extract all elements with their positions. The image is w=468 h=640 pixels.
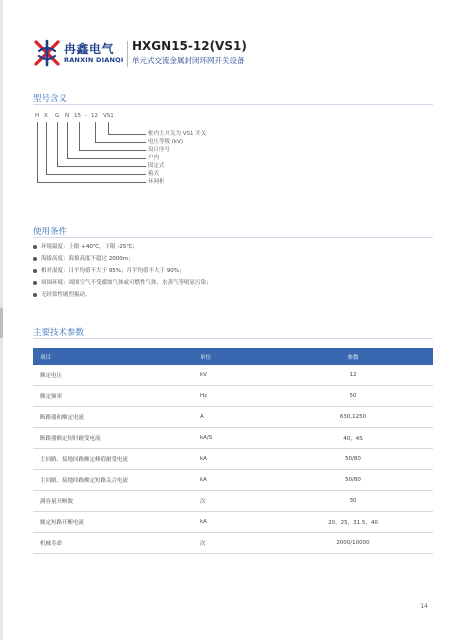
cell-item: 主回路、接地回路额定峰值耐受电流 — [33, 449, 193, 470]
cell-value: 630,1250 — [273, 407, 433, 428]
tree-line-v — [57, 122, 58, 166]
section-title-model-meaning: 型号含义 — [33, 94, 68, 104]
header-item: 项目 — [33, 348, 193, 365]
cell-unit: Hz — [193, 386, 273, 407]
cell-unit: kV — [193, 365, 273, 386]
section-rule — [33, 237, 433, 238]
bullet-icon — [33, 257, 37, 261]
table-row — [33, 428, 433, 449]
product-subtitle: 单元式交流金属封闭环网开关设备 — [132, 56, 245, 65]
header-value: 参数 — [273, 348, 433, 365]
code-separator: - — [85, 113, 87, 119]
condition-text: 相对湿度：日平均值不大于 95%；月平均值不大于 90%； — [41, 268, 185, 274]
tree-line-v — [108, 122, 109, 134]
model-label-ring: 环网柜 — [148, 179, 165, 185]
condition-text: 周围环境：周围空气不受腐蚀气体或可燃性气体、水蒸气等明显污染； — [41, 280, 212, 286]
tree-line-h — [108, 134, 146, 135]
table-row — [33, 470, 433, 491]
condition-text: 海拔高度：海拔高度不超过 2000m； — [41, 256, 134, 262]
table-row — [33, 386, 433, 407]
bullet-icon — [33, 293, 37, 297]
cell-item: 机械寿命 — [33, 533, 193, 554]
header-divider — [127, 41, 128, 67]
cell-value: 50 — [273, 386, 433, 407]
cell-value: 50/80 — [273, 449, 433, 470]
tree-line-h — [95, 142, 146, 143]
page-number: 14 — [420, 603, 428, 610]
table-row — [33, 533, 433, 554]
cell-item: 主回路、接地回路额定短路关合电流 — [33, 470, 193, 491]
cell-item: 满容量开断数 — [33, 491, 193, 512]
cell-unit: 次 — [193, 533, 273, 554]
condition-item — [33, 254, 134, 262]
cell-unit: kA — [193, 470, 273, 491]
table-header-row — [33, 348, 433, 365]
section-rule — [33, 104, 433, 105]
cell-item: 额定电压 — [33, 365, 193, 386]
code-letter-h: H — [35, 113, 40, 119]
tree-line-v — [37, 122, 38, 182]
brand-name-cn: 冉鑫电气 — [64, 42, 115, 56]
cell-item: 断路器和额定电流 — [33, 407, 193, 428]
condition-item — [33, 290, 91, 298]
cell-value: 50/80 — [273, 470, 433, 491]
table-row — [33, 407, 433, 428]
bullet-icon — [33, 281, 37, 285]
code-letter-g: G — [55, 113, 60, 119]
code-letter-x: X — [44, 113, 48, 119]
model-label-box: 箱式 — [148, 171, 160, 177]
cell-unit: kA — [193, 512, 273, 533]
model-label-switch: 框内主开关为 VS1 开关 — [148, 131, 207, 137]
tree-line-h — [67, 158, 146, 159]
tree-line-v — [67, 122, 68, 158]
table-row — [33, 512, 433, 533]
section-title-conditions: 使用条件 — [33, 227, 68, 237]
tree-line-v — [46, 122, 47, 174]
cell-item: 额定短路开断电流 — [33, 512, 193, 533]
table-row — [33, 449, 433, 470]
code-letter-n: N — [65, 113, 70, 119]
ranxin-logo-icon — [32, 38, 62, 68]
condition-item — [33, 266, 184, 274]
cell-unit: kA/S — [193, 428, 273, 449]
tree-line-v — [95, 122, 96, 142]
bullet-icon — [33, 245, 37, 249]
page-edge-marker — [0, 308, 3, 338]
tree-line-h — [46, 174, 146, 175]
cell-value: 30 — [273, 491, 433, 512]
section-rule — [33, 338, 433, 339]
code-voltage: 12 — [91, 113, 98, 119]
code-design-number: 15 — [74, 113, 81, 119]
condition-item — [33, 242, 138, 250]
cell-unit: kA — [193, 449, 273, 470]
brand-name-en: RANXIN DIANQI — [64, 56, 124, 64]
condition-text: 无经常性剧烈振动。 — [41, 292, 91, 298]
model-label-design: 设计序号 — [148, 147, 171, 153]
cell-item: 断路器额定短时耐受电流 — [33, 428, 193, 449]
table-row — [33, 491, 433, 512]
model-label-voltage: 电压等级 (kV) — [148, 139, 183, 145]
tree-line-v — [79, 122, 80, 150]
table-row — [33, 365, 433, 386]
cell-unit: A — [193, 407, 273, 428]
condition-text: 环境温度：上限 +40℃，下限 -25℃； — [41, 244, 138, 250]
cell-value: 2000/10000 — [273, 533, 433, 554]
model-label-fixed: 固定式 — [148, 163, 165, 169]
section-title-specs: 主要技术参数 — [33, 328, 85, 338]
bullet-icon — [33, 269, 37, 273]
header-unit: 单位 — [193, 348, 273, 365]
product-model: HXGN15-12(VS1) — [132, 39, 247, 53]
cell-value: 12 — [273, 365, 433, 386]
condition-item — [33, 278, 212, 286]
tree-line-h — [37, 182, 146, 183]
cell-value: 20，25，31.5，40 — [273, 512, 433, 533]
tree-line-h — [57, 166, 146, 167]
cell-unit: 次 — [193, 491, 273, 512]
cell-item: 额定频率 — [33, 386, 193, 407]
code-switch-type: VS1 — [103, 113, 114, 119]
tree-line-h — [79, 150, 146, 151]
cell-value: 40，4S — [273, 428, 433, 449]
model-label-indoor: 户内 — [148, 155, 160, 161]
specs-table — [33, 348, 433, 554]
